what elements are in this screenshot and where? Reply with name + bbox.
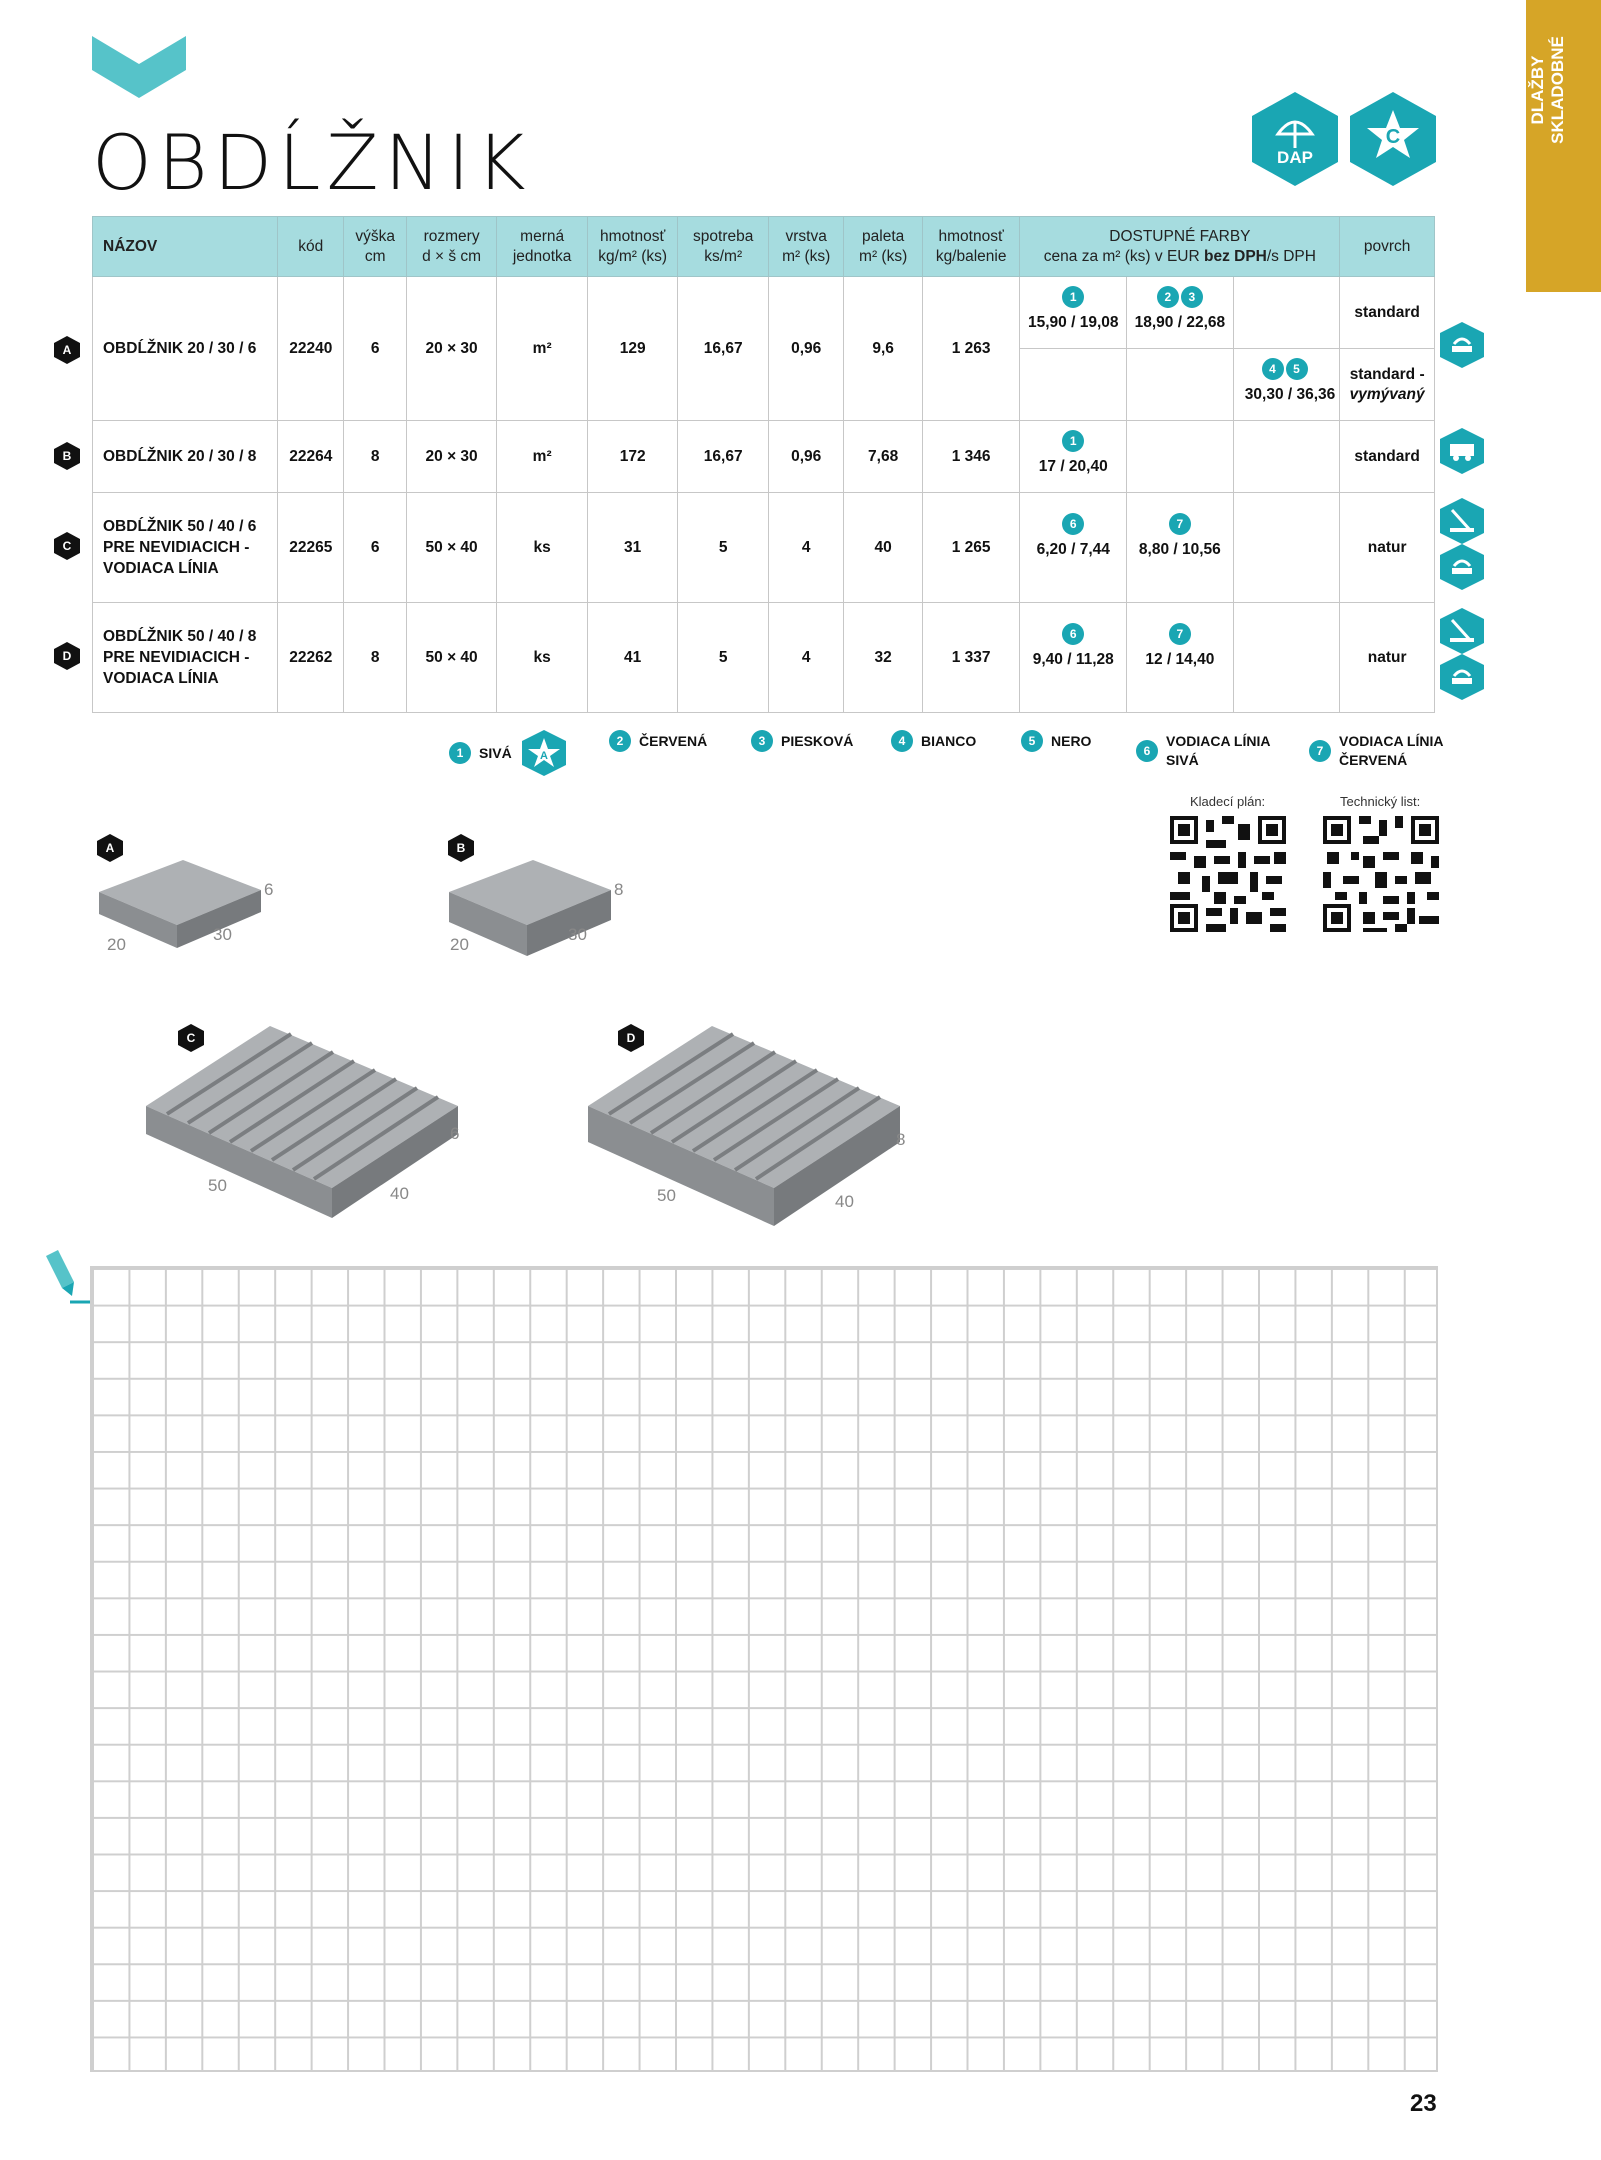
svg-text:A: A xyxy=(539,750,548,762)
blind-path-icon xyxy=(1440,608,1484,654)
legend-item: 4 BIANCO xyxy=(890,730,976,752)
col-size: rozmery d × š cm xyxy=(406,217,497,277)
qr-plan-label: Kladecí plán: xyxy=(1190,794,1266,809)
table-row: OBDĹŽNIK 20 / 30 / 6 22240 6 20 × 30 m² 129 16,67 0,96 9,6 1 263 1 15,90 / 19,08 2 3 18,90 / 22,68 standard xyxy=(93,277,1435,349)
col-weight: hmotnosť kg/m² (ks) xyxy=(587,217,678,277)
legend-item: 6 VODIACA LÍNIA SIVÁ xyxy=(1135,732,1270,770)
col-layer: vrstva m² (ks) xyxy=(768,217,843,277)
legend-item: 7 VODIACA LÍNIA ČERVENÁ xyxy=(1308,732,1443,770)
pedestrian-usage-icon xyxy=(1440,654,1484,700)
table-row: OBDĹŽNIK 20 / 30 / 8 22264 8 20 × 30 m² 172 16,67 0,96 7,68 1 346 1 17 / 20,40 standard xyxy=(93,421,1435,493)
pedestrian-usage-icon xyxy=(1440,544,1484,590)
row-marker-d: D xyxy=(54,642,80,670)
vehicle-usage-icon xyxy=(1440,428,1484,474)
col-name: NÁZOV xyxy=(93,217,278,277)
legend-item: 1 SIVÁ A xyxy=(448,730,566,776)
product-marker-c: C xyxy=(178,1024,204,1052)
star-badge-icon xyxy=(522,730,566,776)
blind-path-icon xyxy=(1440,498,1484,544)
qr-code-icon[interactable] xyxy=(1323,816,1439,932)
product-marker-a: A xyxy=(97,834,123,862)
chevron-logo xyxy=(92,36,186,98)
paver-c-illustration xyxy=(140,1020,470,1235)
col-colors: DOSTUPNÉ FARBY cena za m² (ks) v EUR bez DPH/s DPH xyxy=(1020,217,1340,277)
row-marker-c: C xyxy=(54,532,80,560)
table-row: OBDĹŽNIK 50 / 40 / 6 PRE NEVIDIACICH - VODIACA LÍNIA 22265 6 50 × 40 ks 31 5 4 40 1 265 6 6,20 / 7,44 7 8,80 / 10,56 natur xyxy=(93,493,1435,603)
page-number: 23 xyxy=(1410,2090,1437,2117)
col-height: výška cm xyxy=(344,217,406,277)
table-row: OBDĹŽNIK 50 / 40 / 8 PRE NEVIDIACICH - VODIACA LÍNIA 22262 8 50 × 40 ks 41 5 4 32 1 337 6 9,40 / 11,28 7 12 / 14,40 natur xyxy=(93,603,1435,713)
pencil-icon xyxy=(36,1250,92,1306)
paver-b-illustration xyxy=(445,830,625,965)
product-marker-b: B xyxy=(448,834,474,862)
class-c-badge: C xyxy=(1350,92,1436,186)
product-marker-d: D xyxy=(618,1024,644,1052)
col-code: kód xyxy=(278,217,344,277)
paver-d-illustration xyxy=(582,1020,912,1240)
qr-sheet-label: Technický list: xyxy=(1340,794,1421,809)
product-table xyxy=(92,216,1435,713)
pedestrian-usage-icon xyxy=(1440,322,1484,368)
notes-grid xyxy=(90,1266,1438,2072)
col-consumption: spotreba ks/m² xyxy=(678,217,769,277)
legend-item: 3 PIESKOVÁ xyxy=(750,730,853,752)
col-surface: povrch xyxy=(1340,217,1435,277)
row-marker-b: B xyxy=(54,442,80,470)
col-unit: merná jednotka xyxy=(497,217,588,277)
col-pallet: paleta m² (ks) xyxy=(844,217,922,277)
legend-item: 2 ČERVENÁ xyxy=(608,730,707,752)
page-title: OBDĹŽNIK xyxy=(92,118,532,207)
col-pack-weight: hmotnosť kg/balenie xyxy=(922,217,1020,277)
table-row: 4 5 30,30 / 36,36 standard - vymývaný xyxy=(93,349,1435,421)
legend-item: 5 NERO xyxy=(1020,730,1091,752)
dap-badge: DAP xyxy=(1252,92,1338,186)
row-marker-a: A xyxy=(54,336,80,364)
qr-code-icon[interactable] xyxy=(1170,816,1286,932)
category-tab: DLAŽBY SKLADOBNÉ xyxy=(1526,0,1601,292)
